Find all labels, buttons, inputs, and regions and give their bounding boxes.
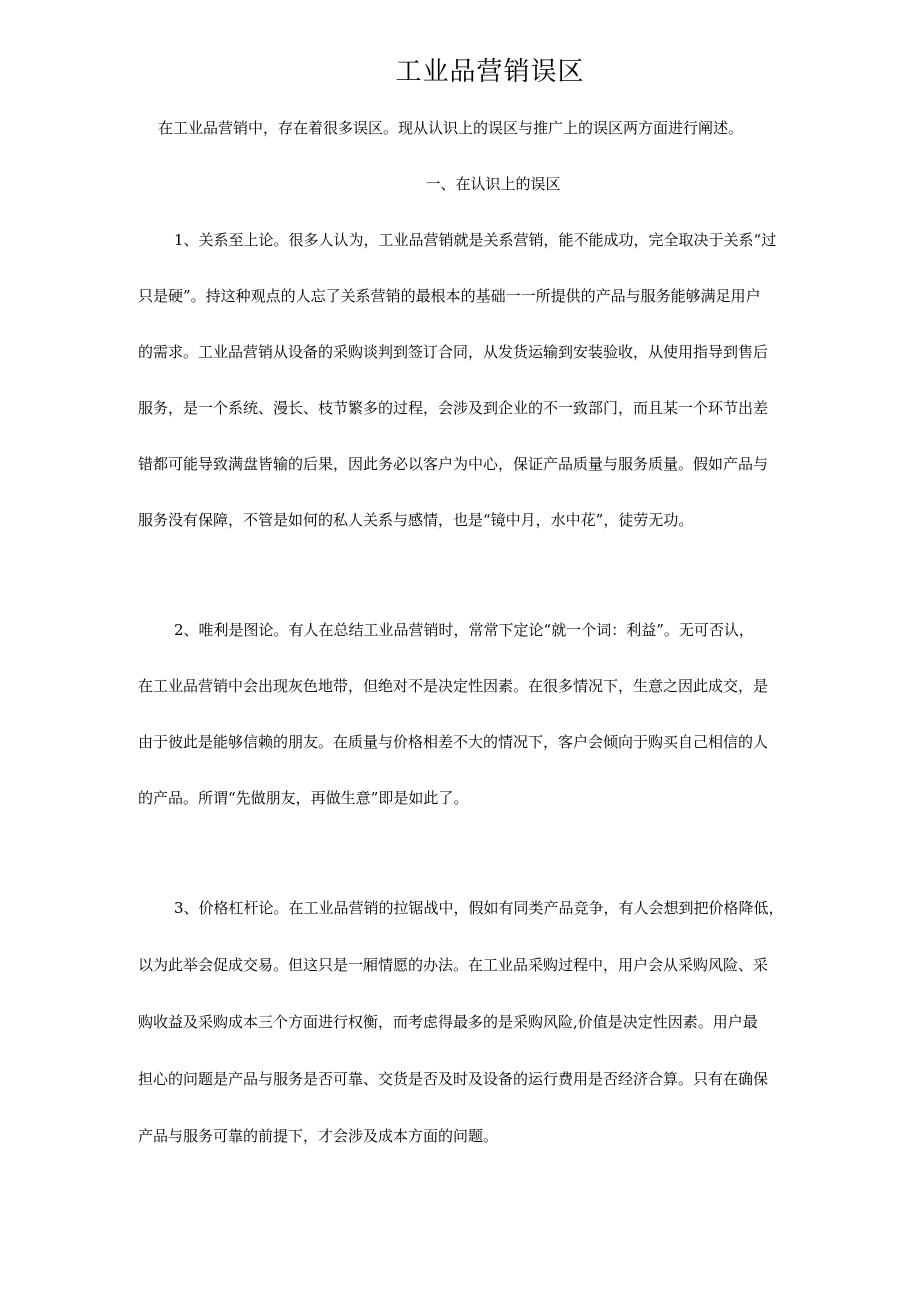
paragraph-line: 只是硬”。持这种观点的人忘了关系营销的最根本的基础一一所提供的产品与服务能够满足用户	[138, 287, 761, 305]
intro-paragraph: 在工业品营销中，存在着很多误区。现从认识上的误区与推广上的误区两方面进行阐述。	[158, 119, 744, 137]
paragraph-line: 购收益及采购成本三个方面进行权衡，而考虑得最多的是采购风险,价值是决定性因素。用户最	[138, 1013, 758, 1031]
paragraph-line: 服务没有保障，不管是如何的私人关系与感情，也是“镜中月，水中花”，徒劳无功。	[138, 511, 694, 529]
paragraph-line: 2、唯利是图论。有人在总结工业品营销时，常常下定论“就一个词：利益”。无可否认，	[174, 621, 754, 639]
paragraph-line: 的产品。所谓“先做朋友，再做生意”即是如此了。	[138, 789, 469, 807]
paragraph-line: 由于彼此是能够信赖的朋友。在质量与价格相差不大的情况下，客户会倾向于购买自己相信的人	[138, 733, 769, 751]
paragraph-line: 在工业品营销中会出现灰色地带，但绝对不是决定性因素。在很多情况下，生意之因此成交，是	[138, 677, 769, 695]
paragraph-line: 担心的问题是产品与服务是否可靠、交货是否及时及设备的运行费用是否经济合算。只有在确保	[138, 1070, 769, 1088]
paragraph-line: 产品与服务可靠的前提下，才会涉及成本方面的问题。	[138, 1127, 499, 1145]
paragraph-line: 服务，是一个系统、漫长、枝节繁多的过程，会涉及到企业的不一致部门，而且某一个环节出差	[138, 399, 769, 417]
document-title: 工业品营销误区	[395, 57, 585, 87]
paragraph-line: 错都可能导致满盘皆输的后果，因此务必以客户为中心，保证产品质量与服务质量。假如产品与	[138, 455, 769, 473]
section-heading: 一、在认识上的误区	[425, 175, 561, 193]
paragraph-line: 以为此举会促成交易。但这只是一厢情愿的办法。在工业品采购过程中，用户会从采购风险、采	[138, 956, 769, 974]
paragraph-line: 3、价格杠杆论。在工业品营销的拉锯战中，假如有同类产品竞争，有人会想到把价格降低，	[174, 899, 784, 917]
paragraph-line: 的需求。工业品营销从设备的采购谈判到签订合同，从发货运输到安装验收，从使用指导到售后	[138, 343, 769, 361]
paragraph-line: 1、关系至上论。很多人认为，工业品营销就是关系营销，能不能成功，完全取决于关系“过	[174, 231, 777, 249]
